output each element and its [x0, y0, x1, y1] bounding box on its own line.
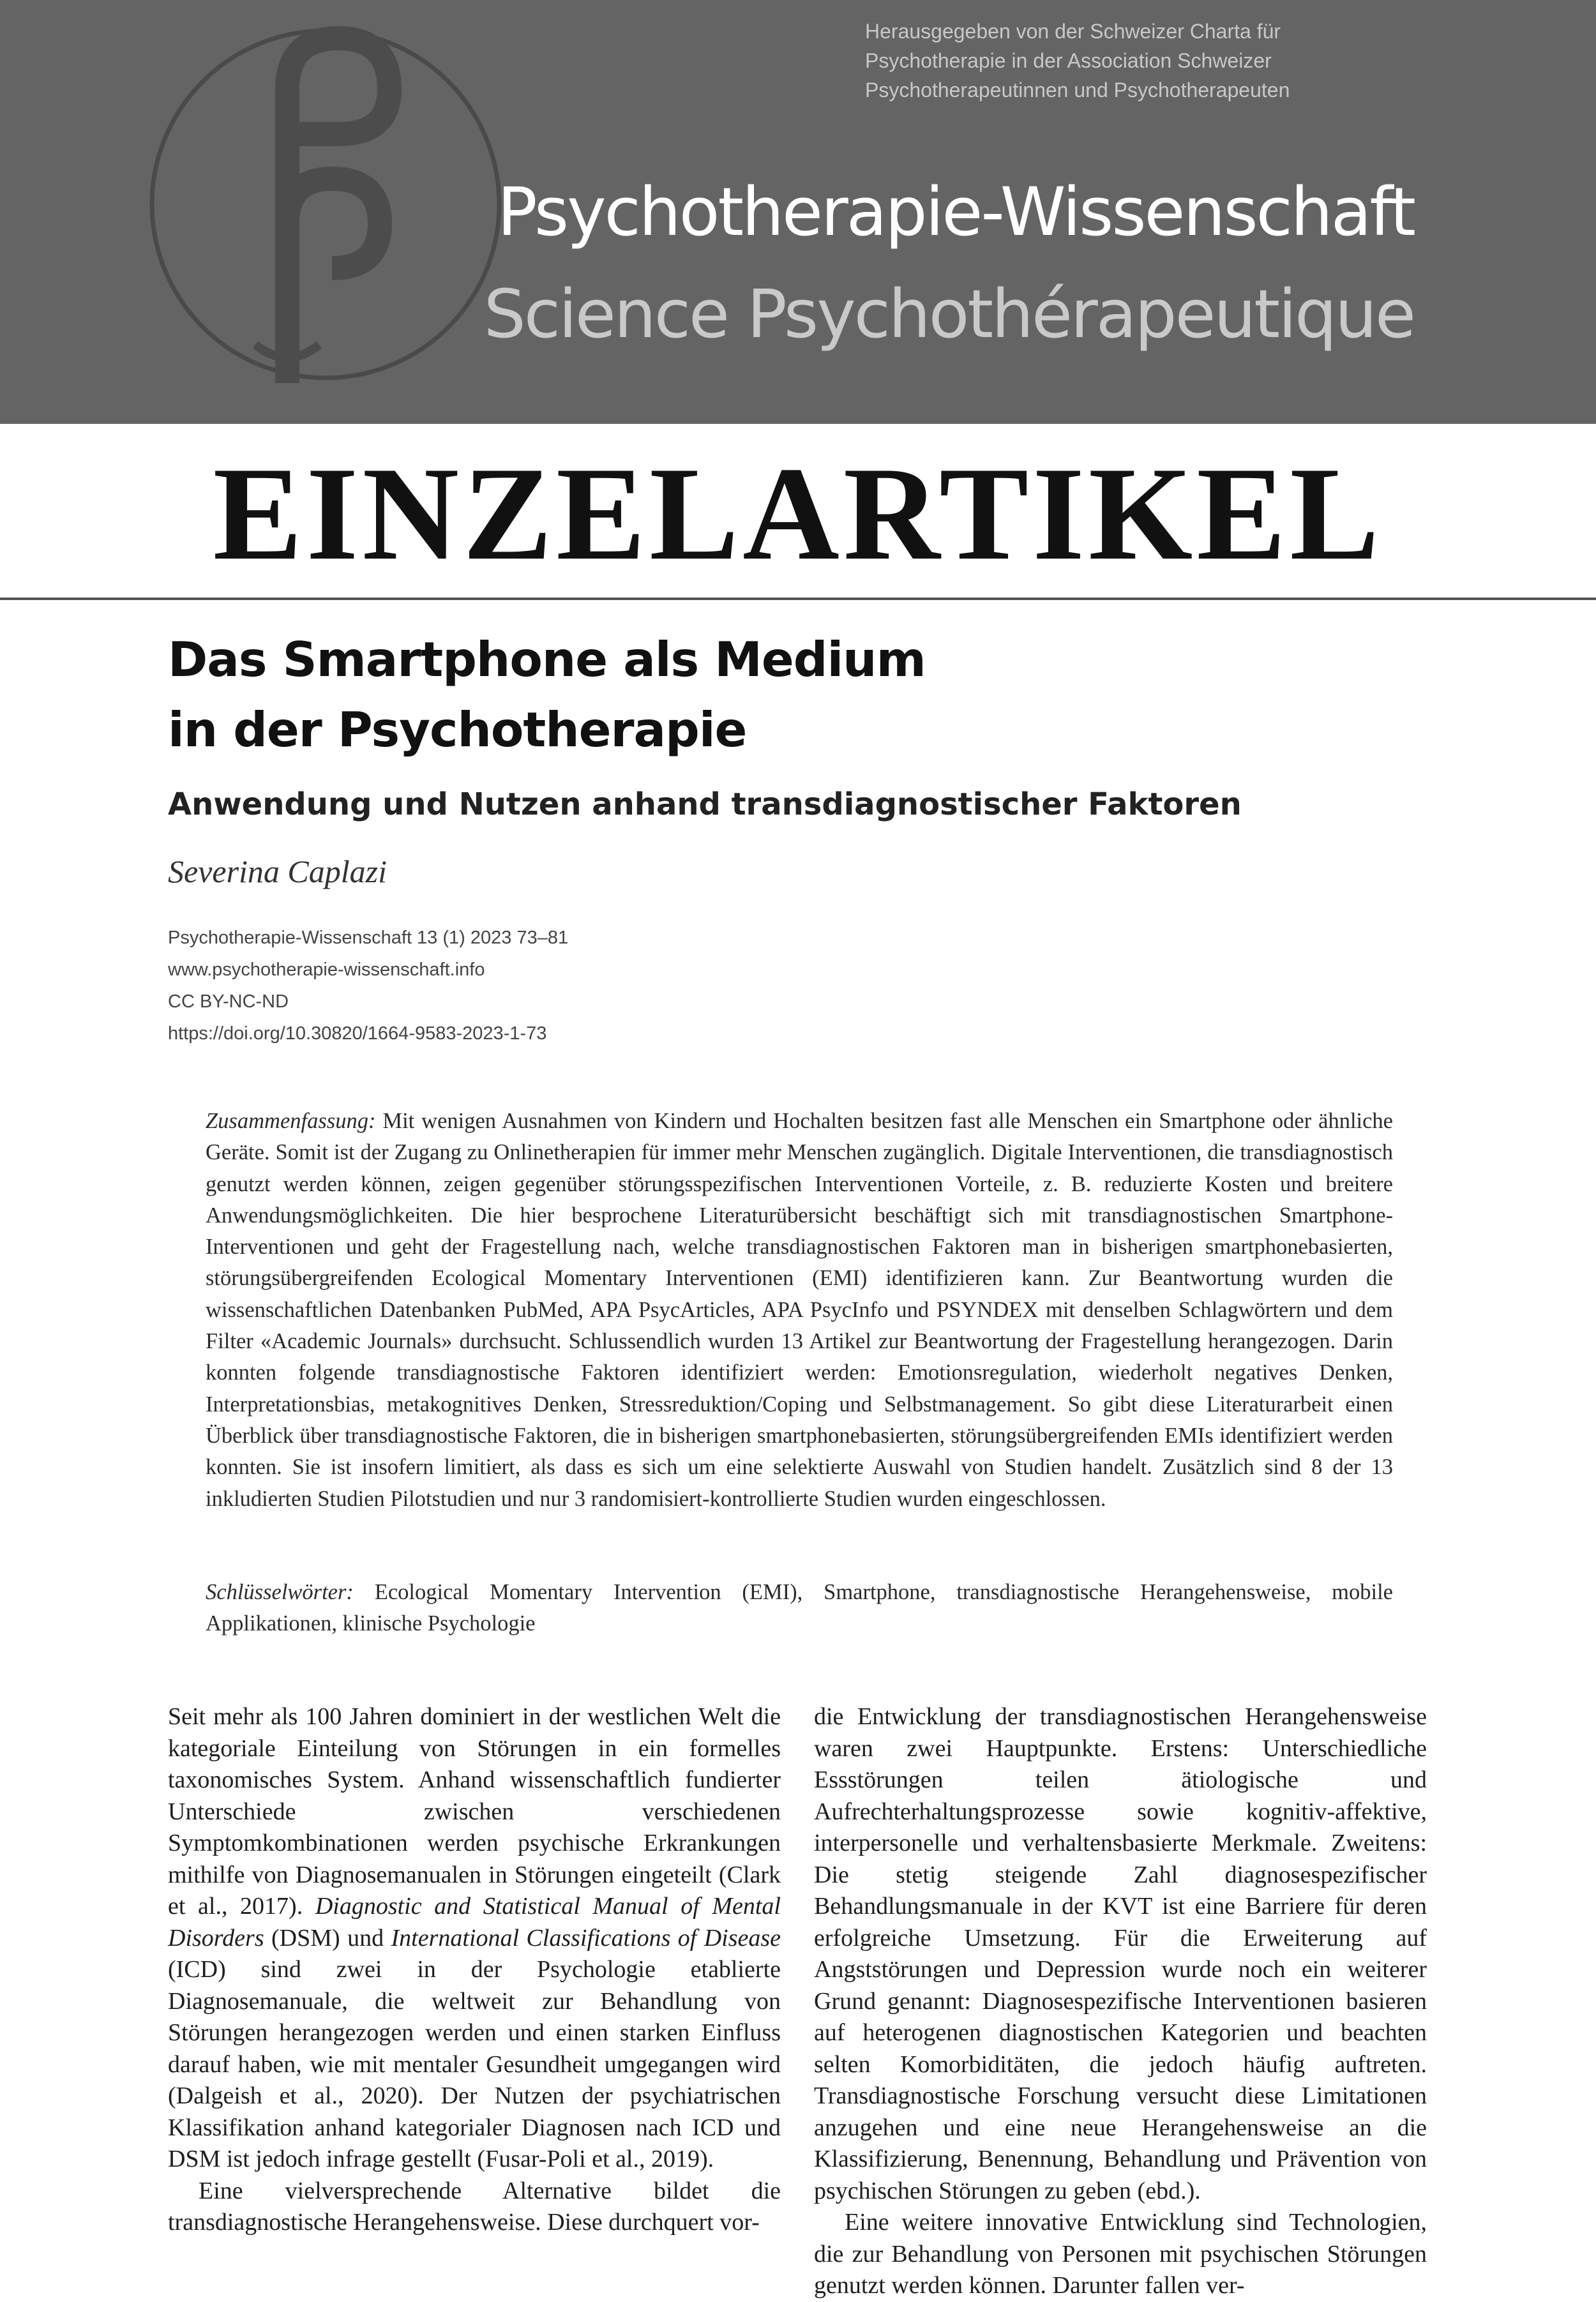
- journal-banner: [0, 0, 1596, 424]
- abstract-label: Zusammenfassung:: [206, 1109, 376, 1133]
- article-author: Severina Caplazi: [168, 854, 388, 889]
- article-title-line: Das Smartphone als Medium: [168, 631, 926, 688]
- body-paragraph: Eine weitere innovative Entwicklung sind Technologien, die zur Behandlung von Personen mit psychischen Störungen genutzt werden können. Darunter fallen ver-: [814, 2209, 1427, 2299]
- journal-title-german: Psychotherapie-Wissenschaft: [497, 173, 1414, 251]
- doi-link[interactable]: https://doi.org/10.30820/1664-9583-2023-1-73: [168, 1023, 547, 1044]
- journal-title-french: Science Psychothérapeutique: [483, 275, 1414, 353]
- body-text: Seit mehr als 100 Jahren dominiert in der westlichen Welt die kategoriale Einteilung von Störungen in ein formelles taxonomisches System. Anhand wissenschaftlich fundierter Unterschiede zwischen verschiedenen Symptomkombinationen werden psychische Erkrankungen mithilfe von Diagnosemanualen in Störungen eingeteilt (Clark et al., 2017).: [168, 1703, 781, 1920]
- body-paragraph: [168, 1701, 781, 2176]
- body-text-italic: Diagnostic and Statistical Manual of Mental Disorders: [168, 1893, 781, 1952]
- body-column-right: [814, 1701, 1427, 2302]
- journal-url[interactable]: www.psychotherapie-wissenschaft.info: [168, 959, 485, 980]
- publisher-line: Psychotherapie in der Association Schweizer: [865, 49, 1272, 72]
- body-text: (DSM) und: [271, 1924, 384, 1952]
- keywords-text: Ecological Momentary Intervention (EMI), Smartphone, transdiagnostische Herangehensweise, mobile Applikationen, klinische Psychologie: [206, 1580, 1393, 1636]
- abstract-text: Mit wenigen Ausnahmen von Kindern und Hochalten besitzen fast alle Menschen ein Smartphone oder ähnliche Geräte. Somit ist der Zugang zu Onlinetherapien für immer mehr Menschen zugänglich. Digitale Interventionen, die transdiagnostisch genutzt werden können, zeigen gegenüber störungsspezifischen Interventionen Vorteile, z. B. reduzierte Kosten und breitere Anwendungsmöglichkeiten. Die hier besprochene Literaturübersicht beschäftigt sich mit transdiagnostischen Smartphone-Interventionen und geht der Fragestellung nach, welche transdiagnostischen Faktoren man in bisherigen smartphonebasierten, störungsübergreifenden Ecological Momentary Interventionen (EMI) identifizieren kann. Zur Beantwortung wurden die wissenschaftlichen Datenbanken PubMed, APA PsycArticles, APA PsycInfo und PSYNDEX mit denselben Schlagwörtern und dem Filter «Academic Journals» durchsucht. Schlussendlich wurden 13 Artikel zur Beantwortung der Fragestellung herangezogen. Darin konnten folgende transdiagnostische Faktoren identifiziert werden: Emotionsregulation, wiederholt negatives Denken, Interpretationsbias, metakognitives Denken, Stressreduktion/Coping und Selbstmanagement. So gibt diese Literaturarbeit einen Überblick über transdiagnostische Faktoren, die in bisherigen smartphonebasierten, störungsübergreifenden EMIs identifiziert werden konnten. Sie ist insofern limitiert, als dass es sich um eine selektierte Auswahl von Studien handelt. Zusätzlich sind 8 der 13 inkludierten Studien Pilotstudien und nur 3 randomisiert-kontrollierte Studien wurden eingeschlossen.: [206, 1109, 1393, 1511]
- keywords: [206, 1577, 1393, 1640]
- license: CC BY-NC-ND: [168, 991, 289, 1012]
- body-text: (ICD) sind zwei in der Psychologie etablierte Diagnosemanuale, die weltweit zur Behandlung von Störungen herangezogen werden und einen starken Einfluss darauf haben, wie mit mentaler Gesundheit umgegangen wird (Dalgeish et al., 2020). Der Nutzen der psychiatrischen Klassifikation anhand kategorialer Diagnosen nach ICD und DSM ist jedoch infrage gestellt (Fusar-Poli et al., 2019).: [168, 1956, 781, 2172]
- body-text-italic: International Classifications of Disease: [391, 1924, 781, 1952]
- citation-line: Psychotherapie-Wissenschaft 13 (1) 2023 73–81: [168, 928, 569, 948]
- article-title: [168, 624, 1381, 765]
- publisher-note: [865, 17, 1414, 105]
- citation-meta: [168, 922, 568, 1049]
- header-divider: [0, 598, 1596, 600]
- journal-logo-icon: [128, 13, 523, 396]
- body-column-left: [168, 1701, 781, 2239]
- publisher-line: Psychotherapeutinnen und Psychotherapeuten: [865, 79, 1290, 102]
- body-paragraph: die Entwicklung der transdiagnostischen Herangehensweise waren zwei Hauptpunkte. Erstens: Unterschiedliche Essstörungen teilen ätiologische und Aufrechterhaltungsprozesse sowie kognitiv-affektive, interpersonelle und verhaltensbasierte Merkmale. Zweitens: Die stetig steigende Zahl diagnosespezifischer Behandlungsmanuale in der KVT ist eine Barriere für deren erfolgreiche Umsetzung. Für die Erweiterung auf Angststörungen und Depression wurde noch ein weiterer Grund genannt: Diagnosespezifische Interventionen basieren auf heterogenen diagnostischen Kategorien und beachten selten Komorbiditäten, die jedoch häufig auftreten. Transdiagnostische Forschung versucht diese Limitationen anzugehen und eine neue Herangehensweise an die Klassifizierung, Benennung, Behandlung und Prävention von psychischen Störungen zu geben (ebd.).: [814, 1703, 1427, 2204]
- section-heading: EINZELARTIKEL: [213, 440, 1383, 588]
- article-title-line: in der Psychotherapie: [168, 702, 747, 758]
- body-paragraph: Eine vielversprechende Alternative bildet die transdiagnostische Herangehensweise. Diese durchquert vor-: [168, 2177, 781, 2236]
- abstract: [206, 1106, 1393, 1515]
- article-subtitle: Anwendung und Nutzen anhand transdiagnostischer Faktoren: [168, 786, 1242, 822]
- keywords-label: Schlüsselwörter:: [206, 1580, 354, 1604]
- publisher-line: Herausgegeben von der Schweizer Charta für: [865, 20, 1281, 43]
